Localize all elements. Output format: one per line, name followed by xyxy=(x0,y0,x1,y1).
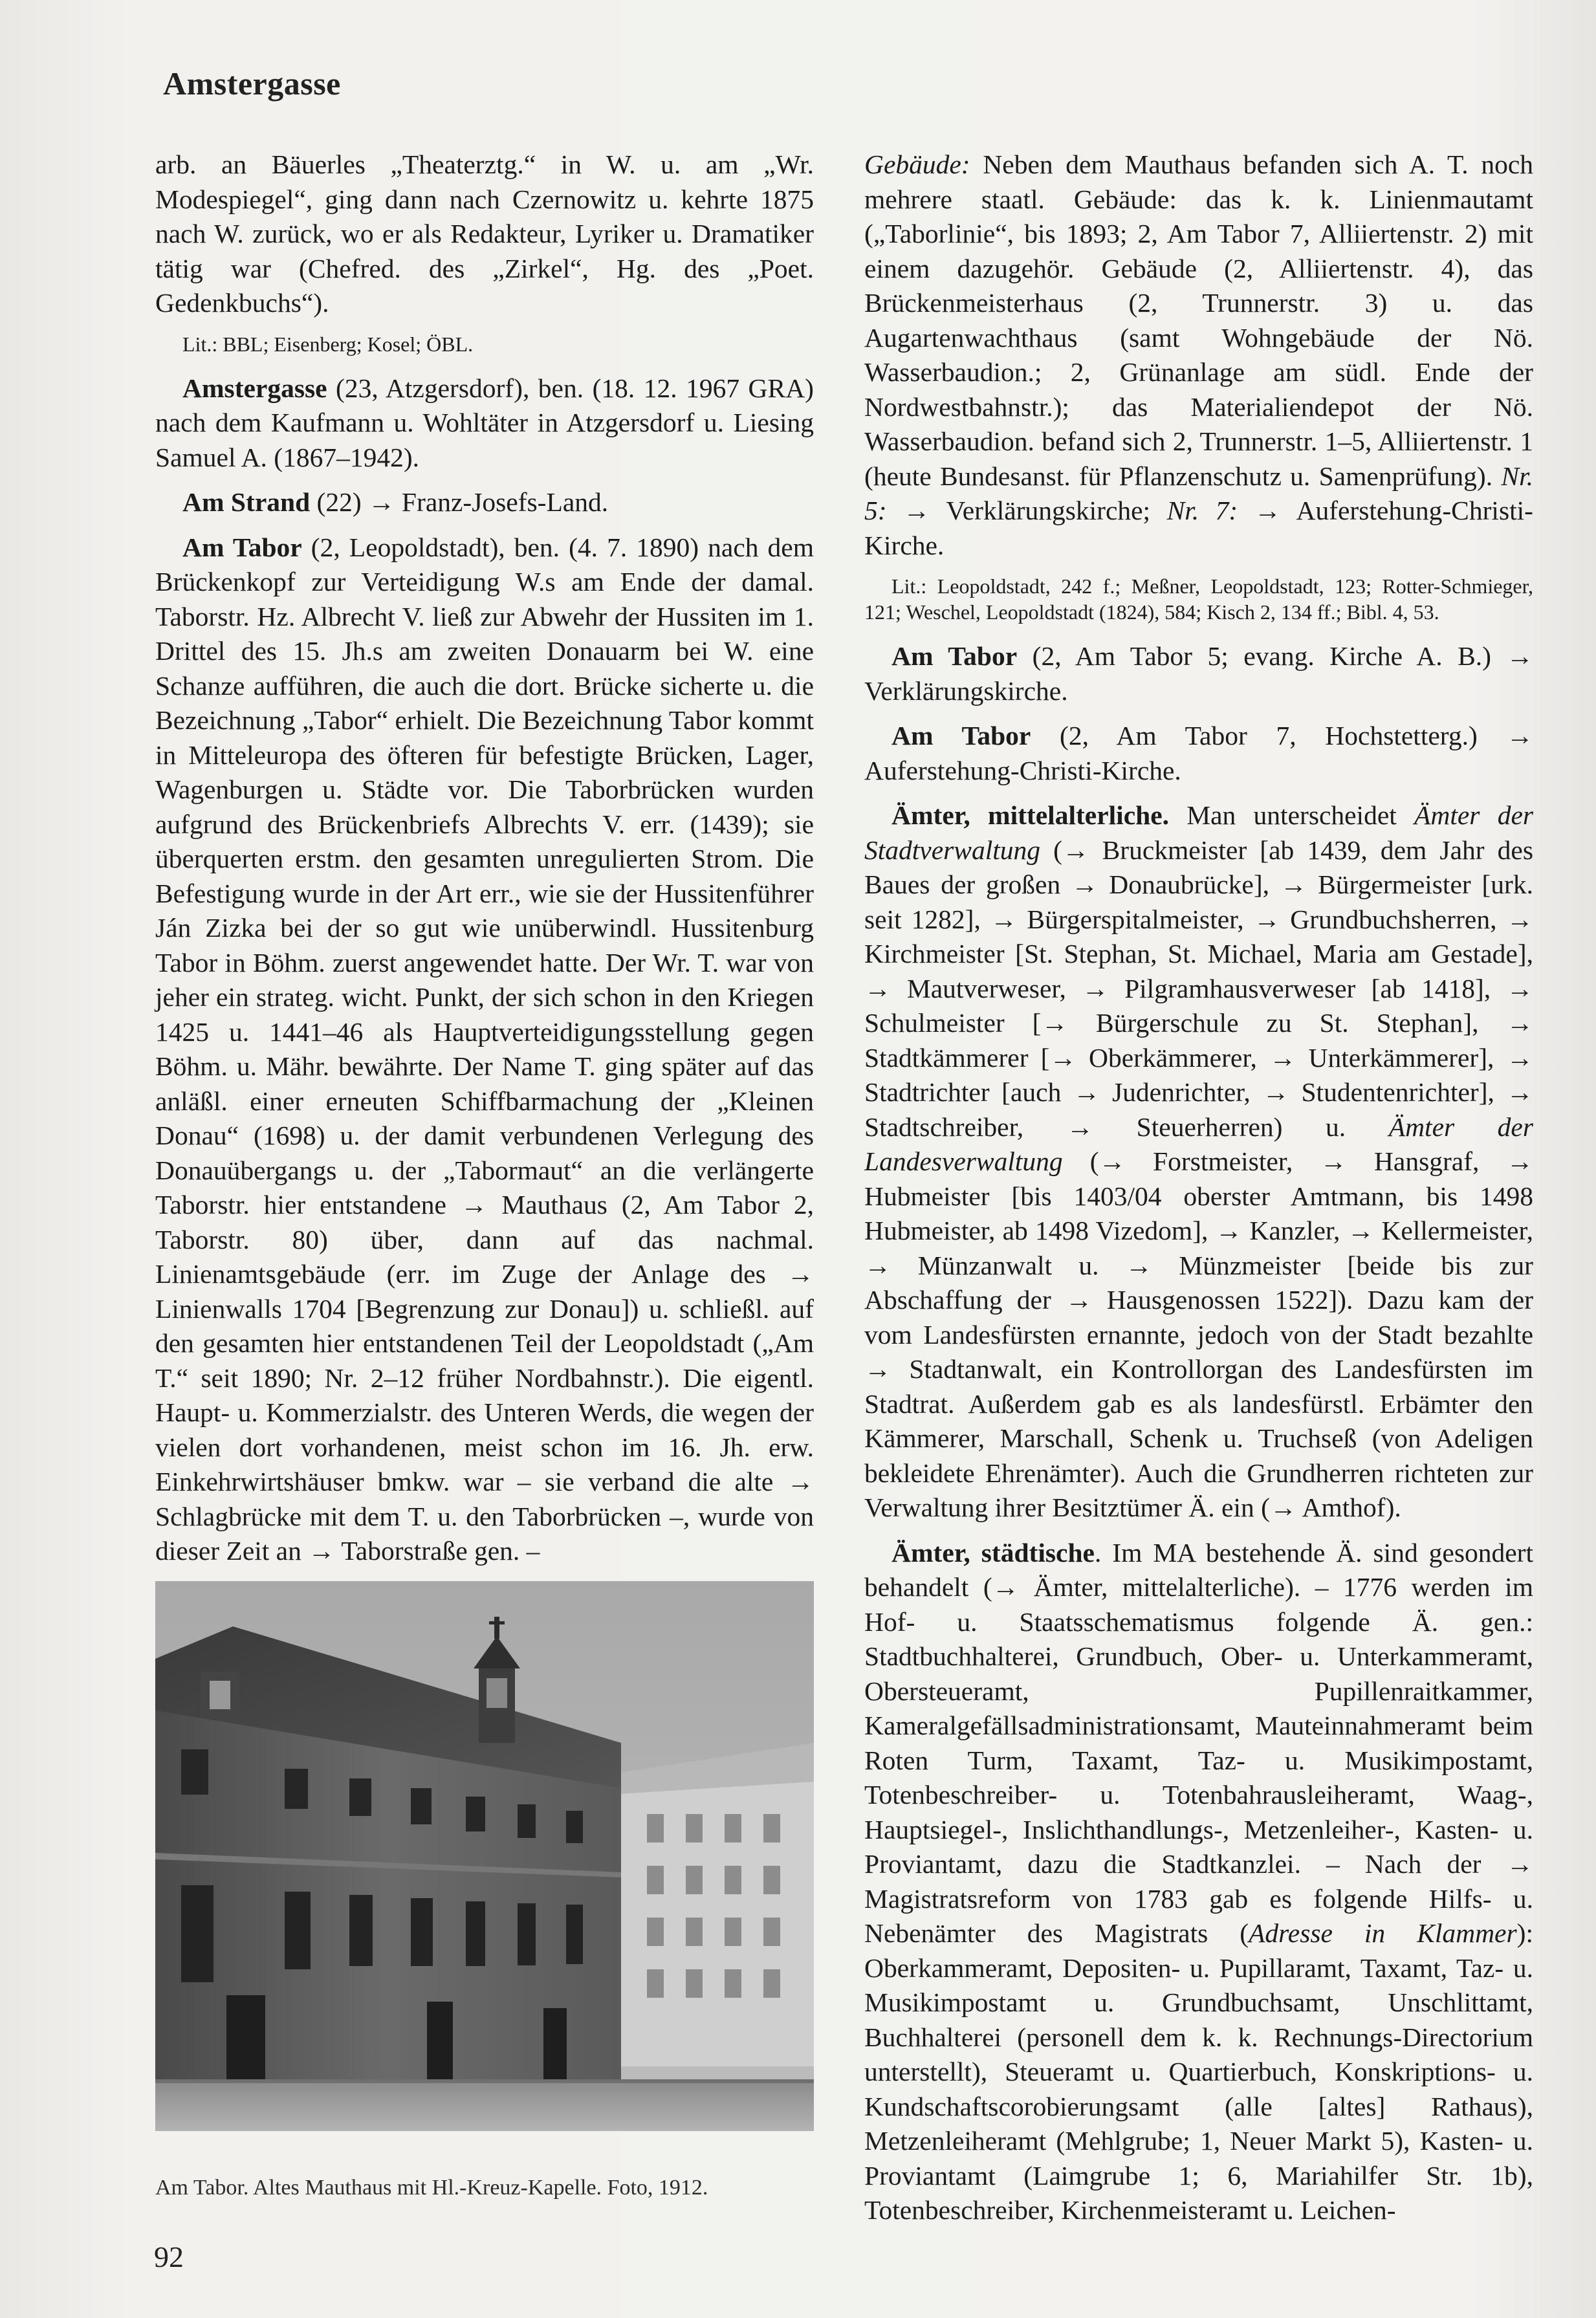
entry-text: (2, Am Tabor 7, Hochstetterg.) → Auferstehung-Christi-Kirche. xyxy=(864,721,1533,785)
entry-aemter-mittelalterliche xyxy=(864,798,1533,1525)
entry-keyword: Am Tabor xyxy=(891,721,1031,750)
entry-text: . Im MA bestehende Ä. sind gesondert behandelt (→ Ämter, mittelalterliche). – 1776 werden im Hof- u. Staatsschematismus folgende Ä. gen.: Stadtbuchhalterei, Grundbuch, Ober- u. Unterkammeramt, Obersteueramt, Pupillenraitkammer, Kameralgefällsadministrationsamt, Mauteinnahmeramt beim Roten Turm, Taxamt, Taz- u. Musikimpostamt, Totenbeschreiber- u. Totenbahrausleiheramt, Waag-, Hauptsiegel-, Inslichthandlungs-, Metzenleiher-, Kasten- u. Proviantamt, dazu die Stadtkanzlei. – Nach der → Magistratsreform von 1783 gab es folgende Hilfs- u. Nebenämter des Magistrats ( xyxy=(864,1537,1534,1948)
section-label: Nr. 5: xyxy=(864,461,1533,525)
section-label: Gebäude: xyxy=(864,149,970,179)
entry-keyword: Amstergasse xyxy=(182,373,327,403)
entry-text: (2, Leopoldstadt), ben. (4. 7. 1890) nach dem Brückenkopf zur Verteidigung W.s am Ende der damal. Taborstr. Hz. Albrecht V. ließ zur Abwehr der Hussiten im 1. Drittel des 15. Jh.s am zweiten Donauarm bei W. eine Schanze aufführen, die auch die dort. Brücke sicherte u. die Bezeichnung „Tabor“ erhielt. Die Bezeichnung Tabor kommt in Mitteleuropa des öfteren für befestigte Brücken, Lager, Wagenburgen u. Städte vor. Die Taborbrücken wurden aufgrund des Brückenbriefs Albrechts V. err. (1439); sie überquerten erstm. den gesamten unregulierten Strom. Die Befestigung wurde in der Art err., wie sie der Hussitenführer Ján Zizka bei der so gut wie unüberwindl. Hussitenburg Tabor in Böhm. zuerst angewendet hatte. Der Wr. T. war von jeher ein strateg. wicht. Punkt, der sich schon in den Kriegen 1425 u. 1441–46 als Hauptverteidigungsstellung gegen Böhm. u. Mähr. bewährte. Der Name T. ging später auf das anläßl. einer erneuten Schiffbarmachung der „Kleinen Donau“ (1698) u. der damit verbundenen Verlegung des Donauübergangs u. der „Tabormaut“ an die verlängerte Taborstr. hier entstandene → Mauthaus (2, Am Tabor 2, Taborstr. 80) über, dann auf das nachmal. Linienamtsgebäude (err. im Zuge der Anlage des → Linienwalls 1704 [Begrenzung zur Donau]) u. schließl. auf den gesamten hier entstandenen Teil der Leopoldstadt („Am T.“ seit 1890; Nr. 2–12 früher Nordbahnstr.). Die eigentl. Haupt- u. Kommerzialstr. des Unteren Werds, die wegen der vielen dort vorhandenen, meist schon im 16. Jh. erw. Einkehrwirtshäuser bmkw. war – sie verband die alte → Schlagbrücke mit dem T. u. den Taborbrücken –, wurde von dieser Zeit an → Taborstraße gen. – xyxy=(155,532,814,1566)
entry-keyword: Am Tabor xyxy=(182,532,302,562)
emphasis: Ämter der Landesverwaltung xyxy=(864,1111,1533,1176)
page-number: 92 xyxy=(154,2240,184,2273)
entry-text: Neben dem Mauthaus befanden sich A. T. noch mehrere staatl. Gebäude: das k. k. Linienmautamt („Taborlinie“, bis 1893; 2, Am Tabor 7, Alliiertenstr. 2) mit einem dazugehör. Gebäude (2, Alliiertenstr. 4), das Brückenmeisterhaus (2, Trunnerstr. 3) u. das Augartenwachthaus (samt Wohngebäude der Nö. Wasserbaudion.; 2, Grünanlage am südl. Ende der Nordwestbahnstr.); das Materialiendepot der Nö. Wasserbaudion. befand sich 2, Trunnerstr. 1–5, Alliiertenstr. 1 (heute Bundesanst. für Pflanzenschutz u. Samenprüfung). xyxy=(864,149,1533,491)
entry-text: (2, Am Tabor 5; evang. Kirche A. B.) → Verklärungskirche. xyxy=(864,641,1533,706)
entry-text: (→ Bruckmeister [ab 1439, dem Jahr des Baues der großen → Donaubrücke], → Bürgermeister [urk. seit 1282], → Bürgerspitalmeister, → Grundbuchsherren, → Kirchmeister [St. Stephan, St. Michael, Maria am Gestade], → Mautverweser, → Pilgramhausverweser [ab 1418], → Schulmeister [→ Bürgerschule zu St. Stephan], → Stadtkämmerer [→ Oberkämmerer, → Unterkämmerer], → Stadtrichter [auch → Judenrichter, → Studentenrichter], → Stadtschreiber, → Steuerherren) u. xyxy=(864,835,1533,1142)
entry-am-tabor-7 xyxy=(864,719,1533,788)
running-head: Amstergasse xyxy=(163,65,341,102)
emphasis: Adresse in Klammer xyxy=(1249,1918,1517,1948)
entry-aemter-staedtische xyxy=(864,1536,1533,2228)
entry-text: ): Oberkammeramt, Depositen- u. Pupillaramt, Taxamt, Taz- u. Musikimpostamt u. Grundbuchsamt, Unschlittamt, Buchhalterei (personell dem k. k. Rechnungs-Directorium unterstellt), Steueramt u. Quartierbuch, Konskriptions- u. Kundschaftscorobierungsamt (alle [altes] Rathaus), Metzenleiheramt (Mehlgrube; 1, Neuer Markt 5), Kasten- u. Proviantamt (Laimgrube 1; 6, Mariahilfer Str. 1b), Totenbeschreiber, Kirchenmeisteramt u. Leichen- xyxy=(864,1918,1533,2225)
entry-am-tabor xyxy=(155,530,814,1569)
entry-text: (23, Atzgersdorf), ben. (18. 12. 1967 GRA) nach dem Kaufmann u. Wohltäter in Atzgersdorf u. Liesing Samuel A. (1867–1942). xyxy=(155,373,814,472)
entry-continuation xyxy=(155,148,814,321)
entry-text: arb. an Bäuerles „Theaterztg.“ in W. u. am „Wr. Modespiegel“, ging dann nach Czernowitz u. kehrte 1875 nach W. zurück, wo er als Redakteur, Lyriker u. Dramatiker tätig war (Chefred. des „Zirkel“, Hg. des „Poet. Gedenkbuchs“). xyxy=(155,149,814,318)
entry-keyword: Ämter, mittelalterliche. xyxy=(891,800,1169,830)
left-column xyxy=(155,148,814,1579)
entry-keyword: Am Strand xyxy=(182,487,311,517)
entry-keyword: Am Tabor xyxy=(891,641,1018,671)
literature-note: Lit.: BBL; Eisenberg; Kosel; ÖBL. xyxy=(182,332,474,356)
entry-keyword: Ämter, städtische xyxy=(891,1537,1095,1568)
photo-caption: Am Tabor. Altes Mauthaus mit Hl.-Kreuz-Kapelle. Foto, 1912. xyxy=(155,2176,708,2200)
entry-text: Man unterscheidet xyxy=(1169,800,1415,830)
entry-amstergasse xyxy=(155,371,814,476)
historical-photo xyxy=(155,1581,814,2131)
entry-text: (→ Forstmeister, → Hansgraf, → Hubmeister [bis 1403/04 oberster Amtmann, bis 1498 Hubmeister, ab 1498 Vizedom], → Kanzler, → Kellermeister, → Münzanwalt u. → Münzmeister [beide bis zur Abschaffung der → Hausgenossen 1522]). Dazu kam der vom Landesfürsten ernannte, jedoch von der Stadt bezahlte → Stadtanwalt, ein Kontrollorgan des Landesfürsten im Stadtrat. Außerdem gab es als landesfürstl. Erbämter den Kämmerer, Marschall, Schenk u. Truchseß (von Adeligen bekleidete Ehrenämter). Auch die Grundherren richteten zur Verwaltung ihrer Besitztümer Ä. ein (→ Amthof). xyxy=(864,1146,1533,1522)
entry-am-strand xyxy=(155,485,814,520)
emphasis: Ämter der Stadtverwaltung xyxy=(864,800,1534,865)
entry-am-tabor-5 xyxy=(864,639,1533,708)
section-label: Nr. 7: xyxy=(1166,496,1238,525)
right-column xyxy=(864,148,1533,2238)
entry-text: → Verklärungskirche; xyxy=(886,496,1167,525)
entry-text: (22) → Franz-Josefs-Land. xyxy=(310,487,609,517)
entry-continuation xyxy=(864,148,1533,563)
photo-mauthaus xyxy=(155,1581,814,2131)
literature-note: Lit.: Leopoldstadt, 242 f.; Meßner, Leopoldstadt, 123; Rotter-Schmieger, 121; Weschel, Leopoldstadt (1824), 584; Kisch 2, 134 ff.; Bibl. 4, 53. xyxy=(864,574,1533,624)
entry-text: → Auferstehung-Christi-Kirche. xyxy=(864,496,1533,560)
